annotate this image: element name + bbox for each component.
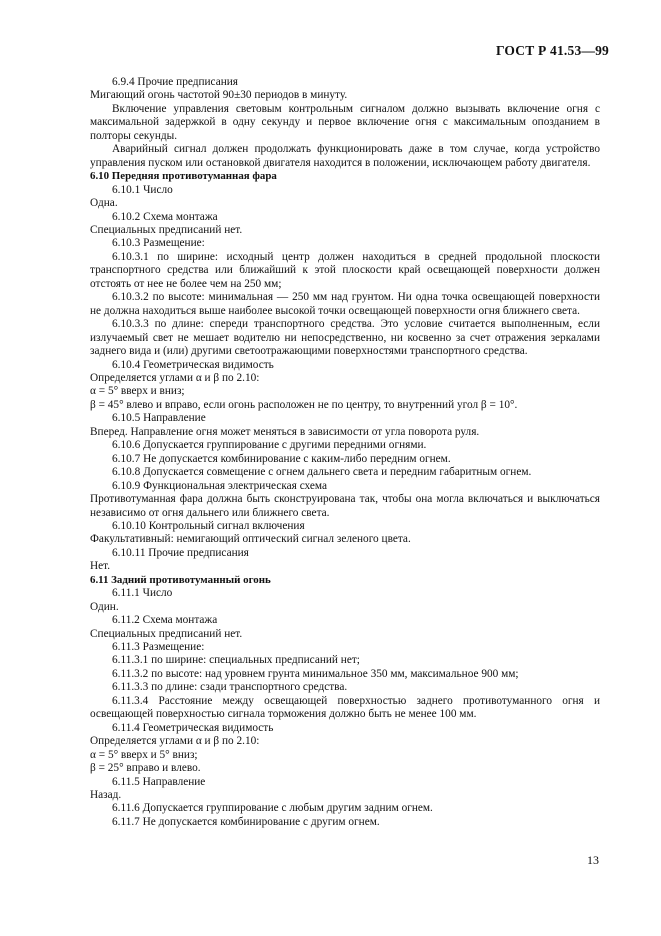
paragraph: 6.10.7 Не допускается комбинирование с каким-либо передним огнем. — [112, 452, 451, 465]
paragraph: Вперед. Направление огня может меняться в зависимости от угла поворота руля. — [90, 425, 480, 438]
paragraph: Противотуманная фара должна быть сконструирована так, чтобы она могла включаться и выключаться независимо от огня дальнего или ближнего света. — [90, 493, 600, 519]
standard-header: ГОСТ Р 41.53—99 — [495, 43, 609, 58]
paragraph: 6.11.6 Допускается группирование с любым другим задним огнем. — [112, 802, 433, 815]
paragraph: 6.10.1 Число — [112, 183, 173, 196]
paragraph: 6.11.3.3 по длине: сзади транспортного средства. — [112, 681, 348, 694]
paragraph: 6.10.3 Размещение: — [112, 237, 205, 250]
page-number: 13 — [587, 853, 599, 867]
paragraph: Специальных предписаний нет. — [90, 223, 243, 236]
paragraph: 6.10.9 Функциональная электрическая схема — [112, 479, 328, 492]
paragraph: Один. — [90, 600, 119, 613]
paragraph: 6.10.5 Направление — [112, 412, 206, 425]
paragraph: α = 5° вверх и вниз; — [90, 385, 185, 398]
paragraph: Включение управления световым контрольным сигналом должно вызывать включение огня с максимальной задержкой в одну секунду и первое включение огня с максимальным опозданием в полторы секунды. — [90, 102, 600, 142]
paragraph: Мигающий огонь частотой 90±30 периодов в минуту. — [90, 89, 348, 102]
paragraph: 6.10.2 Схема монтажа — [112, 210, 218, 223]
paragraph: Определяется углами α и β по 2.10: — [90, 371, 260, 384]
paragraph: 6.10.10 Контрольный сигнал включения — [112, 519, 305, 532]
section-heading: 6.11 Задний противотуманный огонь — [90, 573, 271, 586]
paragraph: Определяется углами α и β по 2.10: — [90, 735, 260, 748]
paragraph: Аварийный сигнал должен продолжать функционировать даже в том случае, когда устройство управления пуском или остановкой двигателя находится в положении, исключающем работу двигателя. — [90, 143, 600, 169]
paragraph: 6.11.7 Не допускается комбинирование с другим огнем. — [112, 815, 380, 828]
paragraph: 6.10.4 Геометрическая видимость — [112, 358, 274, 371]
paragraph: Нет. — [90, 560, 111, 573]
paragraph: 6.11.1 Число — [112, 587, 173, 600]
paragraph: β = 25° вправо и влево. — [90, 762, 201, 775]
paragraph: 6.10.11 Прочие предписания — [112, 546, 249, 559]
paragraph: α = 5° вверх и 5° вниз; — [90, 748, 198, 761]
section-heading: 6.10 Передняя противотуманная фара — [90, 170, 277, 183]
paragraph: 6.11.3 Размещение: — [112, 641, 205, 654]
paragraph: Одна. — [90, 197, 118, 210]
paragraph: 6.10.3.1 по ширине: исходный центр должен находиться в средней продольной плоскости транспортного средства или ближайший к этой плоскости край освещающей поверхности должен отстоять от нее не более чем на 250 мм; — [90, 250, 600, 290]
paragraph: 6.10.3.2 по высоте: минимальная — 250 мм над грунтом. Ни одна точка освещающей поверхности не должна находиться выше наиболее высокой точки освещающей поверхности огня ближнего света. — [90, 291, 600, 317]
paragraph: 6.10.8 Допускается совмещение с огнем дальнего света и передним габаритным огнем. — [112, 466, 532, 479]
paragraph: 6.10.6 Допускается группирование с другими передними огнями. — [112, 439, 427, 452]
paragraph: 6.11.3.1 по ширине: специальных предписаний нет; — [112, 654, 360, 667]
paragraph: 6.11.4 Геометрическая видимость — [112, 721, 274, 734]
paragraph: Специальных предписаний нет. — [90, 627, 243, 640]
paragraph: 6.11.3.2 по высоте: над уровнем грунта минимальное 350 мм, максимальное 900 мм; — [112, 667, 519, 680]
paragraph: 6.10.3.3 по длине: спереди транспортного средства. Это условие считается выполненным, если излучаемый свет не мешает водителю ни непосредственно, ни косвенно за счет отражения зеркалами заднего вида и (или) другими светоотражающими поверхностями транспортного средства. — [90, 318, 600, 358]
paragraph: 6.11.2 Схема монтажа — [112, 614, 218, 627]
paragraph: β = 45° влево и вправо, если огонь расположен не по центру, то внутренний угол β = 10°. — [90, 398, 518, 411]
paragraph: 6.9.4 Прочие предписания — [112, 76, 238, 88]
paragraph: Назад. — [90, 789, 122, 802]
paragraph: 6.11.3.4 Расстояние между освещающей поверхностью заднего противотуманного огня и освещающей поверхностью сигнала торможения должно быть не менее 100 мм. — [90, 694, 600, 721]
paragraph: Факультативный: немигающий оптический сигнал зеленого цвета. — [90, 533, 411, 546]
document-body — [90, 76, 600, 829]
paragraph: 6.11.5 Направление — [112, 775, 206, 788]
